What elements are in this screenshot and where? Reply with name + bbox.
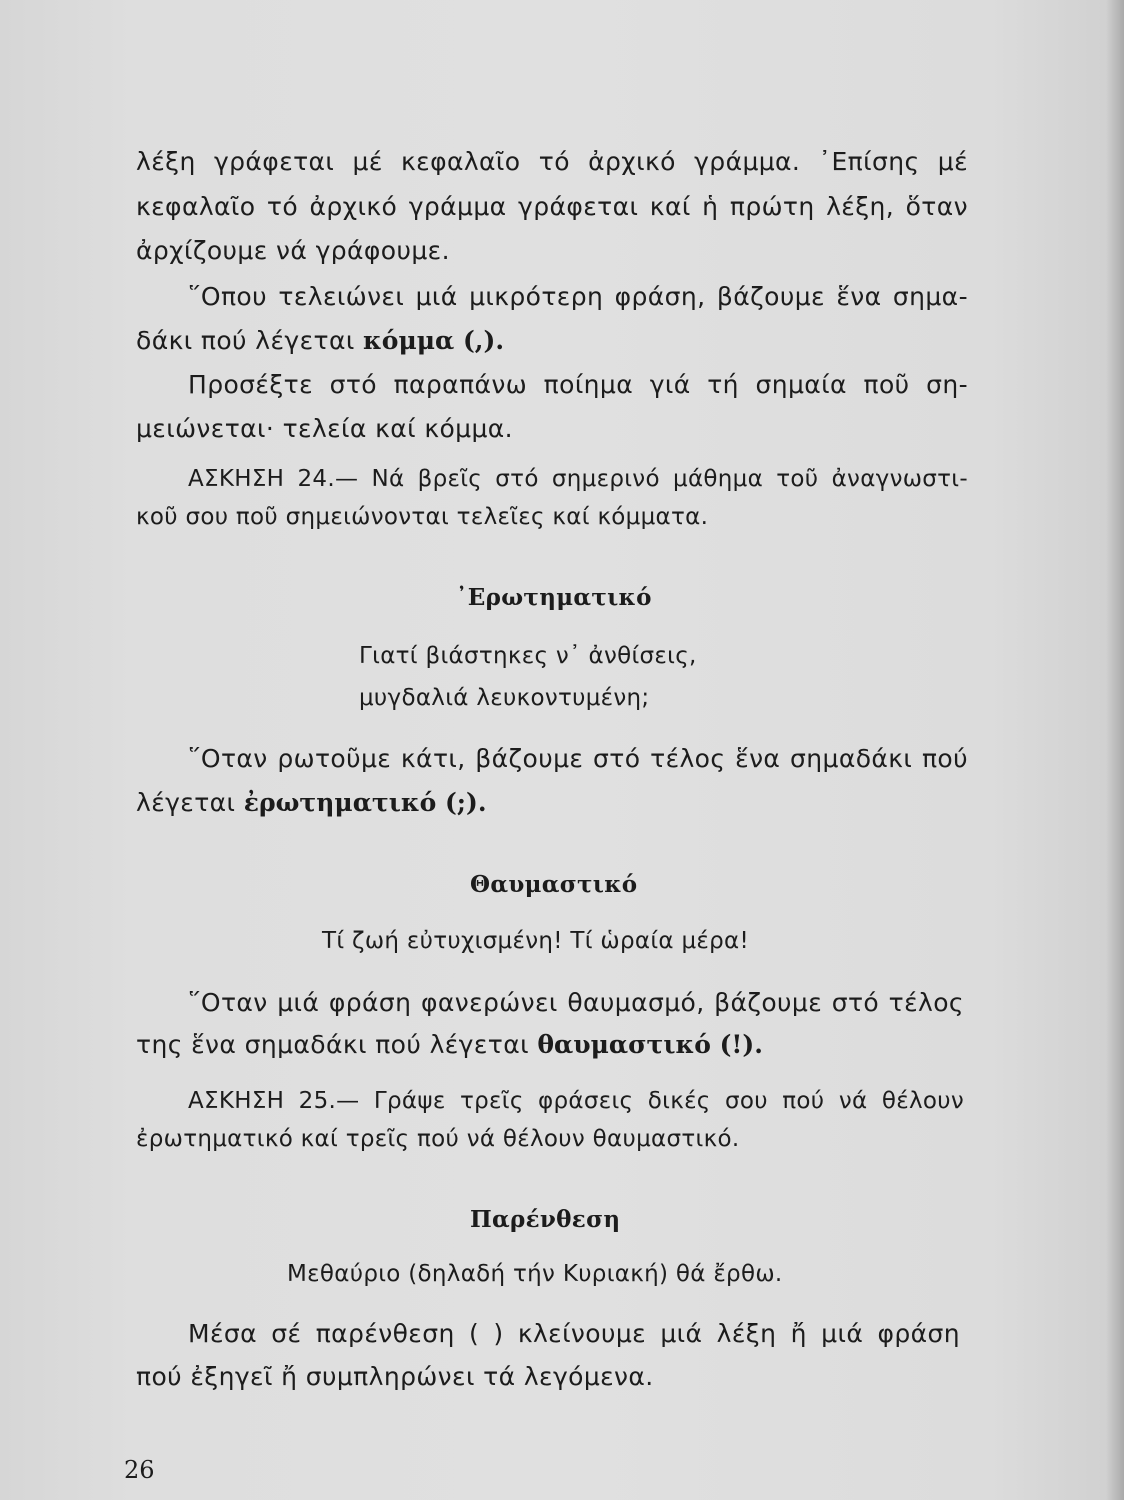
parenthesis-heading: Παρένθεση [470, 1206, 621, 1233]
exercise-25-line-1: ΑΣΚΗΣΗ 25.— Γράψε τρεῖς φράσεις δικές σου πού νά θέλουν [188, 1088, 964, 1114]
exclamation-heading: Θαυμαστικό [470, 871, 638, 898]
exclamation-rule-line-2-text: της ἕνα σημαδάκι πού λέγεται [136, 1030, 538, 1059]
question-mark-term: ἐρωτηματικό (;). [243, 788, 487, 817]
exclamation-term: θαυμαστικό (!). [537, 1030, 763, 1059]
exercise-24-line-1: ΑΣΚΗΣΗ 24.— Νά βρεῖς στό σημερινό μάθημα τοῦ ἀναγνωστι- [188, 466, 968, 492]
paragraph-2-line-1: ῞Οπου τελειώνει μιά μικρότερη φράση, βάζουμε ἕνα σημα- [188, 282, 968, 311]
parenthesis-rule-line-2: πού ἐξηγεῖ ἤ συμπληρώνει τά λεγόμενα. [136, 1362, 654, 1391]
question-rule-line-1: ῞Οταν ρωτοῦμε κάτι, βάζουμε στό τέλος ἕνα σημαδάκι πού [188, 744, 968, 773]
exercise-24-line-2: κοῦ σου ποῦ σημειώνονται τελεῖες καί κόμματα. [136, 504, 709, 530]
exclamation-rule-line-1: ῞Οταν μιά φράση φανερώνει θαυμασμό, βάζουμε στό τέλος [188, 988, 964, 1017]
paragraph-1-line-3: ἀρχίζουμε νά γράφουμε. [136, 236, 450, 265]
parenthesis-example: Μεθαύριο (δηλαδή τήν Κυριακή) θά ἔρθω. [287, 1261, 783, 1287]
question-rule-line-2 [136, 788, 487, 818]
exclamation-rule-line-2 [136, 1030, 763, 1060]
paragraph-1-line-2: κεφαλαῖο τό ἀρχικό γράμμα γράφεται καί ἡ πρώτη λέξη, ὅταν [136, 192, 968, 221]
page-number: 26 [124, 1456, 155, 1484]
comma-term: κόμμα (,). [363, 326, 505, 355]
exclamation-example: Τί ζωή εὐτυχισμένη! Τί ὡραία μέρα! [322, 928, 750, 954]
question-mark-heading: ᾿Ερωτηματικό [456, 584, 652, 611]
paragraph-1-line-1: λέξη γράφεται μέ κεφαλαῖο τό ἀρχικό γράμμα. ᾿Επίσης μέ [136, 147, 968, 176]
parenthesis-rule-line-1: Μέσα σέ παρένθεση ( ) κλείνουμε μιά λέξη ἤ μιά φράση [188, 1319, 960, 1348]
question-rule-line-2-text: λέγεται [136, 788, 244, 817]
paragraph-2-line-2-text: δάκι πού λέγεται [136, 326, 364, 355]
question-poem-line-1: Γιατί βιάστηκες ν᾿ ἀνθίσεις, [359, 643, 697, 669]
paragraph-3-line-1: Προσέξτε στό παραπάνω ποίημα γιά τή σημαία ποῦ ση- [188, 370, 968, 399]
question-poem-line-2: μυγδαλιά λευκοντυμένη; [359, 685, 650, 711]
page-edge-shadow [1106, 0, 1124, 1500]
exercise-25-line-2: ἐρωτηματικό καί τρεῖς πού νά θέλουν θαυμαστικό. [136, 1126, 740, 1152]
paragraph-2-line-2 [136, 326, 504, 356]
paragraph-3-line-2: μειώνεται· τελεία καί κόμμα. [136, 414, 514, 443]
